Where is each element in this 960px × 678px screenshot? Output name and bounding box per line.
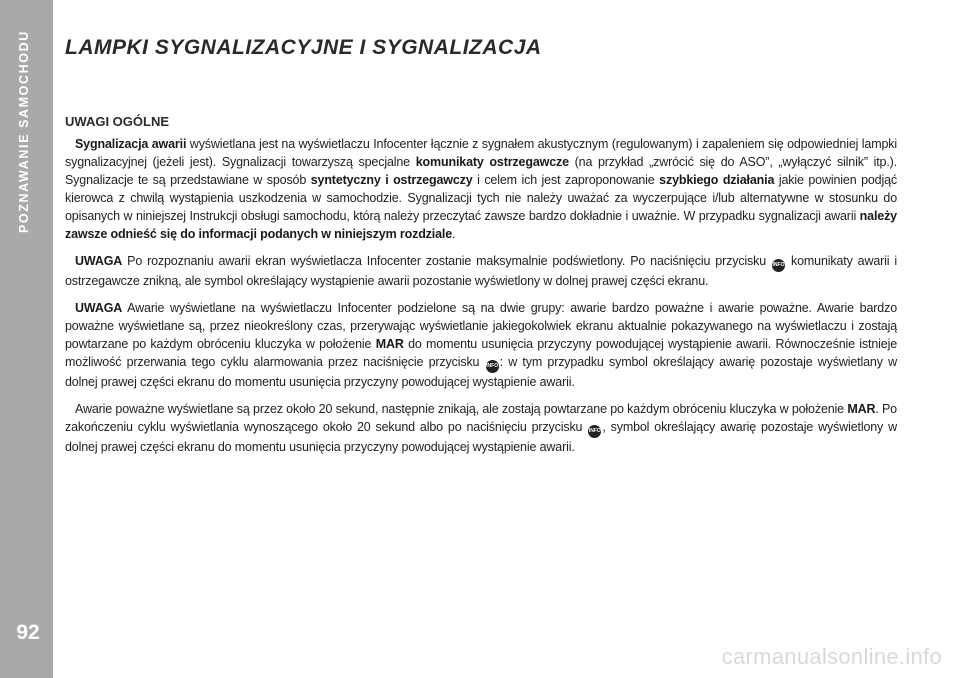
text: (na przykład „zwrócić się do ASO”, „wyłączyć silnik” itp.). Sygnalizacje te są przedstawiane w sposób bbox=[65, 155, 897, 187]
bold-term: MAR bbox=[375, 337, 404, 351]
paragraph-serious-failures bbox=[65, 400, 897, 456]
bold-term: MAR bbox=[847, 402, 876, 416]
watermark: carmanualsonline.info bbox=[721, 644, 942, 669]
text: i celem ich jest zaproponowanie bbox=[472, 173, 660, 187]
text: Awarie wyświetlane na wyświetlaczu Infocenter podzielone są na dwie grupy: awarie bardzo poważne i awarie poważne. Awarie bardzo poważne wyświetlane są, przez nieokreślony czas, przerywając wyświetlanie jakiegokolwiek ekranu aktualnie pokazywanego na wyświetlaczu i zostają powtarzane po każdym obróceniu kluczyka w położenie bbox=[65, 301, 897, 351]
text: Po rozpoznaniu awarii ekran wyświetlacza Infocenter zostanie maksymalnie podświetlony. Po naciśnięciu przycisku bbox=[122, 254, 772, 268]
text: jakie powinien podjąć kierowca z chwilą wystąpienia uszkodzenia w samochodzie. Sygnalizacji tych nie należy uważać za wyczerpujące i/lub alternatywne w stosunku do opisanych w niniejszej Instrukcji obsługi samochodu, którą należy przeczytać zawsze bardzo dokładnie i uważnie. W przypadku sygnalizacji awarii bbox=[65, 173, 897, 223]
info-button-icon: INFO bbox=[772, 259, 785, 272]
paragraph-note-1 bbox=[65, 252, 897, 290]
text: : w tym przypadku symbol określający awarię pozostaje wyświetlany w dolnej prawej części ekranu do momentu usunięcia przyczyny powodującej wystąpienie awarii. bbox=[65, 355, 897, 389]
sidebar-title: POZNAWANIE SAMOCHODU bbox=[17, 30, 31, 233]
bold-term: komunikaty ostrzegawcze bbox=[415, 155, 569, 169]
note-label: UWAGA bbox=[75, 301, 123, 315]
bold-term: szybkiego działania bbox=[659, 173, 775, 187]
paragraph-failure-signalling bbox=[65, 135, 897, 243]
sidebar bbox=[0, 0, 53, 678]
text: , symbol określający awarię pozostaje wyświetlony w dolnej prawej części ekranu do momentu usunięcia przyczyny powodującej wystąpienie awarii. bbox=[65, 420, 897, 454]
text: komunikaty awarii i ostrzegawcze znikną, ale symbol określający wystąpienie awarii pozostanie wyświetlony w dolnej prawej części ekranu. bbox=[65, 254, 897, 288]
note-label: UWAGA bbox=[75, 254, 123, 268]
page-title: LAMPKI SYGNALIZACYJNE I SYGNALIZACJA bbox=[65, 36, 542, 59]
paragraph-note-2 bbox=[65, 299, 897, 391]
text: wyświetlana jest na wyświetlaczu Infocenter łącznie z sygnałem akustycznym (regulowanym) i zapaleniem się odpowiedniej lampki sygnalizacyjnej (jeżeli jest). Sygnalizacji towarzyszą specjalne bbox=[65, 137, 897, 169]
info-button-icon: INFO bbox=[588, 425, 601, 438]
info-button-icon: INFO bbox=[486, 360, 499, 373]
bold-term: należy zawsze odnieść się do informacji podanych w niniejszym rozdziale bbox=[65, 209, 897, 241]
page-number: 92 bbox=[16, 621, 40, 644]
text: do momentu usunięcia przyczyny powodującej wystąpienie awarii. Równocześnie istnieje możliwość przerwania tego cyklu alarmowania przez naciśnięcie przycisku bbox=[65, 337, 898, 369]
text: . Po zakończeniu cyklu wyświetlania wynoszącego około 20 sekund albo po naciśnięciu przycisku bbox=[65, 402, 897, 434]
bold-term: syntetyczny i ostrzegawczy bbox=[310, 173, 473, 187]
section-heading: UWAGI OGÓLNE bbox=[65, 114, 169, 129]
text: . bbox=[452, 227, 456, 241]
bold-term: Sygnalizacja awarii bbox=[75, 137, 187, 151]
page-content bbox=[65, 36, 897, 465]
text: Awarie poważne wyświetlane są przez około 20 sekund, następnie znikają, ale zostają powtarzane po każdym obróceniu kluczyka w położenie bbox=[75, 402, 848, 416]
